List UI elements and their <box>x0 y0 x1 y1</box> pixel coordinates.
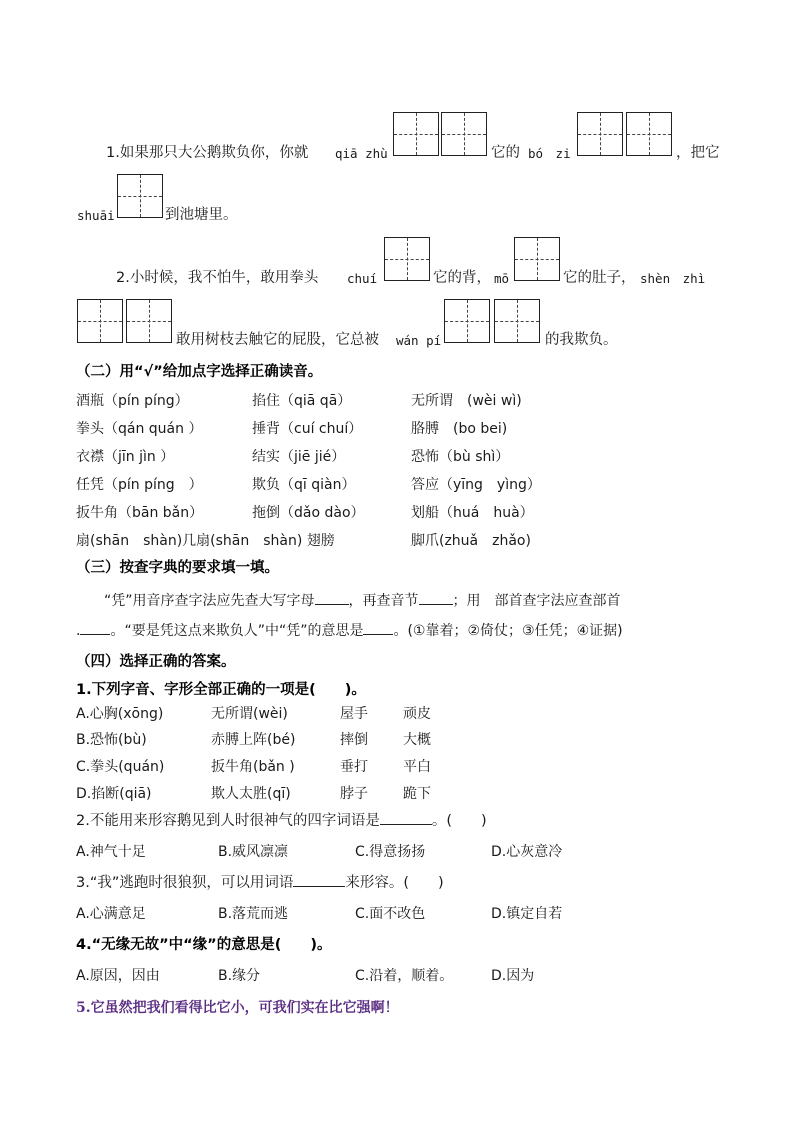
q1-option-c-word: 垂打 <box>340 759 368 775</box>
q1-option-a-word: 无所谓(wèi) <box>211 706 288 722</box>
q2-stem <box>76 811 487 831</box>
section2-title: （二）用“√”给加点字选择正确读音。 <box>76 364 323 380</box>
tianzige-box[interactable] <box>77 299 123 343</box>
section3-text: “凭”用音序查字法应先查大写字母 <box>104 593 315 609</box>
tianzige-box[interactable] <box>117 174 163 218</box>
q2-pinyin-chui: chuí <box>347 271 378 286</box>
q1-option-a-word: 屋手 <box>340 706 368 722</box>
q5-stem: 5.它虽然把我们看得比它小，可我们实在比它强啊！ <box>76 1000 399 1016</box>
q3-stem-text: 3.“我”逃跑时很狼狈，可以用词语 <box>76 875 294 891</box>
answer-blank[interactable] <box>293 886 345 887</box>
q1-option-c[interactable]: C.拳头(quán) <box>76 759 165 775</box>
q1-stem: 1.下列字音、字形全部正确的一项是( )。 <box>76 682 366 698</box>
answer-blank[interactable] <box>363 634 393 635</box>
section4-title: （四）选择正确的答案。 <box>76 654 236 670</box>
q1-option-b[interactable]: B.恐怖(bù) <box>76 732 147 748</box>
pron-item[interactable]: 任凭（pín píng ） <box>76 477 203 493</box>
pron-item[interactable]: 酒瓶（pín píng） <box>76 393 189 409</box>
q1-text-a: 1.如果那只大公鹅欺负你，你就 <box>106 145 309 161</box>
q2-text-c: 它的肚子， <box>563 270 636 286</box>
q3-option-a[interactable]: A.心满意足 <box>76 906 146 922</box>
section3-text: . <box>76 623 81 639</box>
q4-stem: 4.“无缘无故”中“缘”的意思是( )。 <box>76 937 332 953</box>
q2-text-b: 它的背， <box>433 270 491 286</box>
q2-text-a: 2.小时候，我不怕牛，敢用拳头 <box>116 270 319 286</box>
q4-option-c[interactable]: C.沿着，顺着。 <box>355 968 454 984</box>
pron-item[interactable]: 衣襟（jīn jìn ） <box>76 449 175 465</box>
q3-stem-text: 来形容。( ) <box>345 875 444 891</box>
answer-blank[interactable] <box>419 604 453 605</box>
q1-pinyin-bozi: bó zi <box>528 146 571 161</box>
q4-option-d[interactable]: D.因为 <box>491 968 535 984</box>
section3-text: 。“要是凭这点来欺负人”中“凭”的意思是 <box>110 623 364 639</box>
section3-text: ，再查音节 <box>348 593 419 609</box>
tianzige-box[interactable] <box>626 112 672 156</box>
q2-option-b[interactable]: B.威风凛凛 <box>218 844 289 860</box>
pron-item[interactable]: 划船（huá huà） <box>411 505 534 521</box>
pron-item[interactable]: 捶背（cuí chuí） <box>252 421 363 437</box>
q2-pinyin-wanpi: wán pí <box>396 333 442 348</box>
section3-text: ；用 部首查字法应查部首 <box>452 593 621 609</box>
pron-item[interactable]: 恐怖（bù shì） <box>411 449 510 465</box>
section3-line2 <box>76 621 623 641</box>
q1-option-b-word: 大概 <box>403 732 431 748</box>
section3-title: （三）按查字典的要求填一填。 <box>76 560 279 576</box>
answer-blank[interactable] <box>315 604 349 605</box>
q2-pinyin-shenzhi: shèn zhì <box>640 271 706 286</box>
pron-item[interactable]: 扳牛角（bān bǎn） <box>76 505 204 521</box>
answer-blank[interactable] <box>80 634 110 635</box>
pron-item[interactable]: 无所谓 (wèi wì) <box>411 393 522 409</box>
q3-option-c[interactable]: C.面不改色 <box>355 906 426 922</box>
q1-option-b-word: 赤膊上阵(bé) <box>211 732 296 748</box>
tianzige-box[interactable] <box>444 299 490 343</box>
tianzige-box[interactable] <box>393 112 439 156</box>
q1-pinyin-shuai: shuāi <box>77 208 115 223</box>
q1-option-d-word: 欺人太胜(qī) <box>211 786 291 802</box>
q4-option-b[interactable]: B.缘分 <box>218 968 261 984</box>
section3-line1 <box>104 591 621 611</box>
tianzige-box[interactable] <box>384 237 430 281</box>
q1-pinyin-qiazhu: qiā zhù <box>335 146 388 161</box>
pron-item[interactable]: 拳头（qán quán ） <box>76 421 203 437</box>
tianzige-box[interactable] <box>126 299 172 343</box>
q2-pinyin-mo: mō <box>494 271 510 286</box>
pron-item[interactable]: 脚爪(zhuǎ zhǎo) <box>411 533 531 549</box>
pron-item[interactable]: 拖倒（dǎo dào） <box>252 505 365 521</box>
q1-option-d-word: 跪下 <box>403 786 431 802</box>
q4-option-a[interactable]: A.原因，因由 <box>76 968 160 984</box>
q1-option-c-word: 平白 <box>403 759 431 775</box>
pron-item[interactable]: 结实（jiē jié） <box>252 449 346 465</box>
tianzige-box[interactable] <box>441 112 487 156</box>
pron-item[interactable]: 扇(shān shàn)几扇(shān shàn) 翅膀 <box>76 533 335 549</box>
q1-text-d: 到池塘里。 <box>165 207 238 223</box>
q2-stem-text: 2.不能用来形容鹅见到人时很神气的四字词语是 <box>76 813 380 829</box>
q3-option-b[interactable]: B.落荒而逃 <box>218 906 289 922</box>
tianzige-box[interactable] <box>577 112 623 156</box>
q2-stem-text: 。( ) <box>431 813 487 829</box>
q2-text-e: 的我欺负。 <box>545 332 618 348</box>
pron-item[interactable]: 答应（yīng yìng） <box>411 477 541 493</box>
q1-option-a[interactable]: A.心胸(xōng) <box>76 706 164 722</box>
tianzige-box[interactable] <box>494 299 540 343</box>
q2-option-d[interactable]: D.心灰意冷 <box>491 844 563 860</box>
pron-item[interactable]: 欺负（qī qiàn） <box>252 477 356 493</box>
q2-option-a[interactable]: A.神气十足 <box>76 844 146 860</box>
q1-option-a-word: 顽皮 <box>403 706 431 722</box>
tianzige-box[interactable] <box>514 237 560 281</box>
q1-option-c-word: 扳牛角(bǎn ) <box>211 759 295 775</box>
q3-option-d[interactable]: D.镇定自若 <box>491 906 563 922</box>
q1-option-d-word: 脖子 <box>340 786 368 802</box>
q2-option-c[interactable]: C.得意扬扬 <box>355 844 426 860</box>
pron-item[interactable]: 掐住（qiā qā） <box>252 393 352 409</box>
q2-text-d: 敢用树枝去触它的屁股，它总被 <box>176 332 379 348</box>
q1-text-c: ，把它 <box>676 145 720 161</box>
answer-blank[interactable] <box>380 824 432 825</box>
section3-text: 。(①靠着；②倚仗；③任凭；④证据) <box>393 623 623 639</box>
q3-stem <box>76 873 444 893</box>
q1-option-b-word: 摔倒 <box>340 732 368 748</box>
q1-text-b: 它的 <box>491 145 520 161</box>
pron-item[interactable]: 胳膊 (bo bei) <box>411 421 508 437</box>
q1-option-d[interactable]: D.掐断(qiā) <box>76 786 152 802</box>
